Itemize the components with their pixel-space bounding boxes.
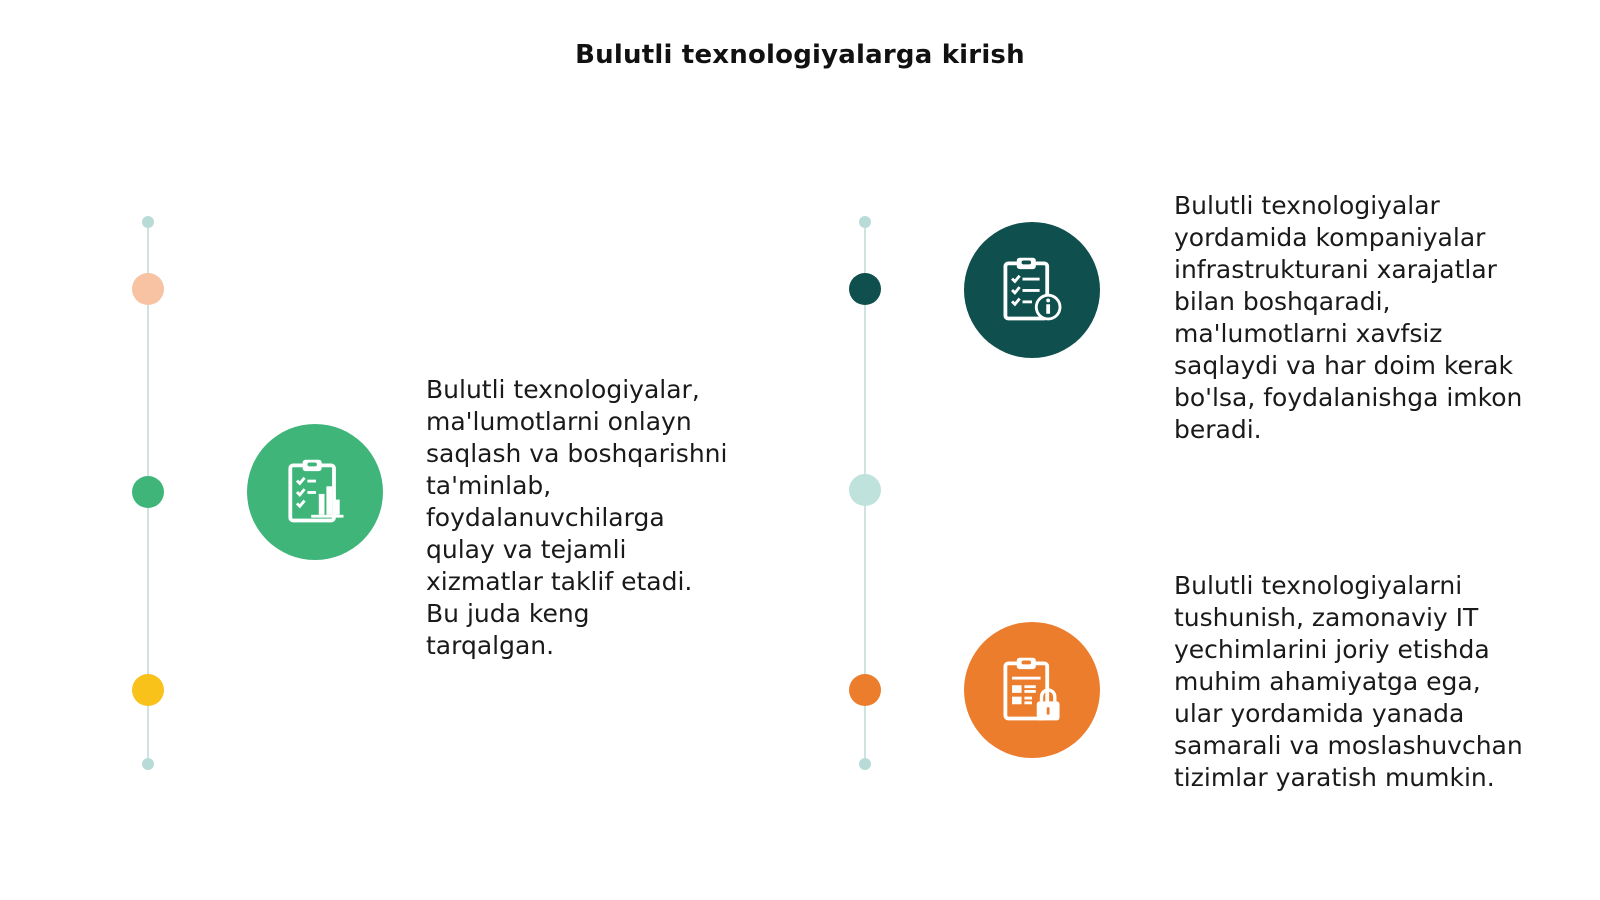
clipboard-chart-icon: [277, 454, 353, 530]
right-timeline-end-dot: [859, 758, 871, 770]
right-top-description: Bulutli texnologiyalar yordamida kompaniyalar infrastrukturani xarajatlar bilan boshqaradi, ma'lumotlarni xavfsiz saqlaydi va har doim kerak bo'lsa, foydalanishga imkon beradi.: [1174, 191, 1523, 444]
right-timeline-orange-dot: [849, 674, 881, 706]
left-timeline-peach-dot: [132, 273, 164, 305]
left-timeline-end-dot: [142, 758, 154, 770]
left-timeline-yellow-dot: [132, 674, 164, 706]
green-badge: [247, 424, 383, 560]
left-description: Bulutli texnologiyalar, ma'lumotlarni onlayn saqlash va boshqarishni ta'minlab, foydalanuvchilarga qulay va tejamli xizmatlar taklif etadi. Bu juda keng tarqalgan.: [426, 375, 728, 660]
left-timeline-start-dot: [142, 216, 154, 228]
right-timeline-mint-dot: [849, 474, 881, 506]
page-title: Bulutli texnologiyalarga kirish: [575, 40, 1025, 70]
right-timeline-start-dot: [859, 216, 871, 228]
clipboard-lock-icon: [994, 652, 1070, 728]
orange-badge: [964, 622, 1100, 758]
clipboard-info-icon: [994, 252, 1070, 328]
teal-badge: [964, 222, 1100, 358]
right-timeline-teal-dot: [849, 273, 881, 305]
left-timeline-green-dot: [132, 476, 164, 508]
right-bottom-description: Bulutli texnologiyalarni tushunish, zamonaviy IT yechimlarini joriy etishda muhim ahamiyatga ega, ular yordamida yanada samarali va moslashuvchan tizimlar yaratish mumkin.: [1174, 571, 1523, 792]
